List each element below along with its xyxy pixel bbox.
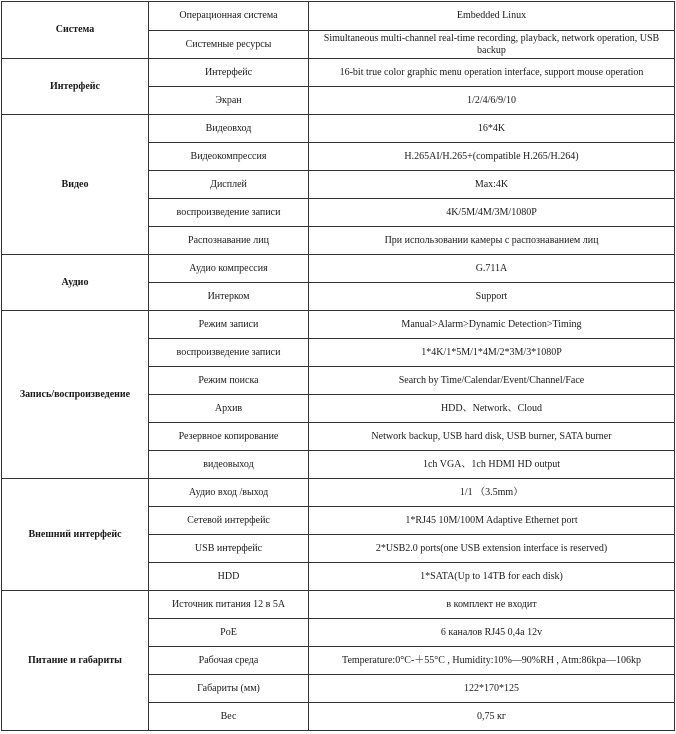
parameter-value: 6 каналов RJ45 0,4а 12v (309, 619, 675, 647)
parameter-value: Search by Time/Calendar/Event/Channel/Face (309, 367, 675, 395)
parameter-value: При использовании камеры с распознаванием лиц (309, 227, 675, 255)
parameter-name: Вес (149, 703, 309, 731)
parameter-value: в комплект не входит (309, 591, 675, 619)
spec-row (2, 2, 675, 31)
parameter-value: H.265AI/H.265+(compatible H.265/H.264) (309, 143, 675, 171)
section-title: Интерфейс (2, 59, 149, 115)
parameter-value: Temperature:0°C-＋55°C , Humidity:10%—90%RH , Atm:86kpa—106kp (309, 647, 675, 675)
parameter-name: Аудио компрессия (149, 255, 309, 283)
parameter-name: Интерком (149, 283, 309, 311)
parameter-name: Экран (149, 87, 309, 115)
section-title: Питание и габариты (2, 591, 149, 731)
section-title: Внешний интерфейс (2, 479, 149, 591)
parameter-name: Сетевой интерфейс (149, 507, 309, 535)
parameter-value: Simultaneous multi-channel real-time recording, playback, network operation, USB backup (309, 31, 675, 59)
parameter-name: USB интерфейс (149, 535, 309, 563)
spec-row (2, 311, 675, 339)
section-title: Аудио (2, 255, 149, 311)
section-title: Система (2, 2, 149, 59)
parameter-name: Дисплей (149, 171, 309, 199)
parameter-value: 1*4K/1*5M/1*4M/2*3M/3*1080P (309, 339, 675, 367)
spec-table-body (2, 2, 675, 731)
parameter-value: Embedded Linux (309, 2, 675, 31)
parameter-name: Режим поиска (149, 367, 309, 395)
spec-row (2, 59, 675, 87)
parameter-value: 2*USB2.0 ports(one USB extension interface is reserved) (309, 535, 675, 563)
parameter-name: Аудио вход /выход (149, 479, 309, 507)
parameter-value: HDD、Network、Cloud (309, 395, 675, 423)
spec-row (2, 255, 675, 283)
spec-row (2, 115, 675, 143)
parameter-name: Системные ресурсы (149, 31, 309, 59)
parameter-value: 0,75 кг (309, 703, 675, 731)
parameter-name: Режим записи (149, 311, 309, 339)
parameter-name: Источник питания 12 в 5А (149, 591, 309, 619)
parameter-value: Network backup, USB hard disk, USB burner, SATA burner (309, 423, 675, 451)
parameter-value: 1*SATA(Up to 14TB for each disk) (309, 563, 675, 591)
parameter-name: Интерфейс (149, 59, 309, 87)
section-title: Запись/воспроизведение (2, 311, 149, 479)
parameter-value: 1/2/4/6/9/10 (309, 87, 675, 115)
parameter-value: Support (309, 283, 675, 311)
parameter-name: Резервное копирование (149, 423, 309, 451)
parameter-name: HDD (149, 563, 309, 591)
parameter-value: Max:4K (309, 171, 675, 199)
parameter-value: G.711A (309, 255, 675, 283)
parameter-value: 1ch VGA、1ch HDMI HD output (309, 451, 675, 479)
parameter-name: видеовыход (149, 451, 309, 479)
section-title: Видео (2, 115, 149, 255)
parameter-name: Рабочая среда (149, 647, 309, 675)
spec-row (2, 591, 675, 619)
parameter-value: 16-bit true color graphic menu operation interface, support mouse operation (309, 59, 675, 87)
parameter-value: 122*170*125 (309, 675, 675, 703)
parameter-name: воспроизведение записи (149, 339, 309, 367)
parameter-value: 1*RJ45 10M/100M Adaptive Ethernet port (309, 507, 675, 535)
parameter-name: Архив (149, 395, 309, 423)
parameter-name: Распознавание лиц (149, 227, 309, 255)
spec-row (2, 479, 675, 507)
parameter-name: Видеовход (149, 115, 309, 143)
parameter-name: Габариты (мм) (149, 675, 309, 703)
parameter-name: воспроизведение записи (149, 199, 309, 227)
parameter-value: 1/1 （3.5mm） (309, 479, 675, 507)
parameter-value: 4K/5M/4M/3M/1080P (309, 199, 675, 227)
parameter-name: PoE (149, 619, 309, 647)
parameter-name: Операционная система (149, 2, 309, 31)
spec-table (1, 1, 675, 731)
parameter-value: 16*4K (309, 115, 675, 143)
parameter-name: Видеокомпрессия (149, 143, 309, 171)
parameter-value: Manual>Alarm>Dynamic Detection>Timing (309, 311, 675, 339)
